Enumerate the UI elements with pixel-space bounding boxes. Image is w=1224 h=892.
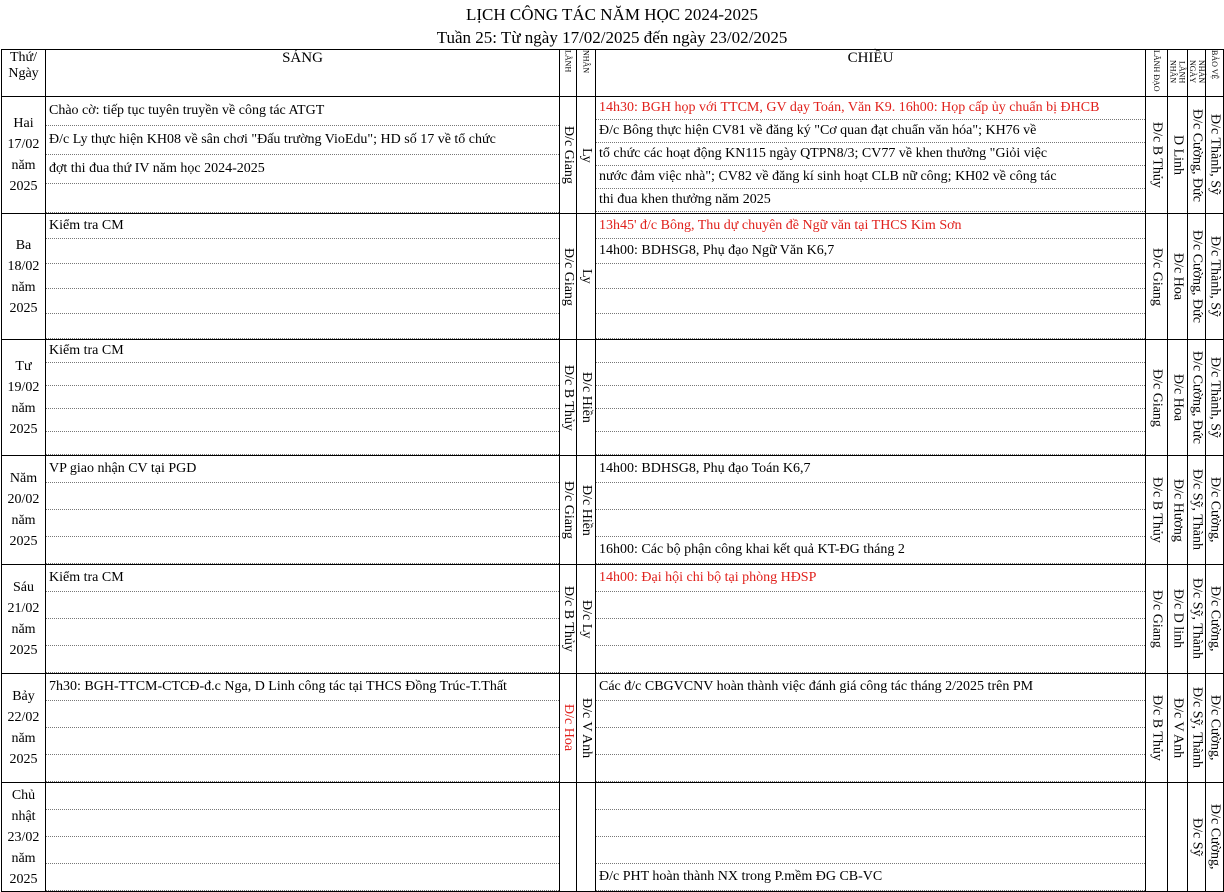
afternoon-cell-line (596, 755, 1145, 782)
leader-morning-cell-text: Đ/c Giang (561, 481, 576, 539)
day-label-line: 2025 (9, 300, 38, 316)
afternoon-cell-line: thi đua khen thưởng năm 2025 (596, 189, 1145, 212)
day-label-line: 2025 (9, 534, 38, 549)
staff-afternoon-cell (1168, 214, 1188, 340)
staff-morning-cell (577, 214, 596, 340)
day-cell (2, 456, 46, 565)
afternoon-cell (596, 214, 1146, 340)
day-label-line: năm (11, 622, 36, 637)
leader-morning-cell-text: Đ/c B Thủy (561, 364, 576, 431)
guard-cell (1206, 97, 1224, 214)
staff-morning-cell (577, 674, 596, 783)
afternoon-cell-line: nước đảm việc nhà"; CV82 về đăng kí sinh hoạt CLB nữ công; KH02 về công tác (596, 166, 1145, 189)
day-label-line: 23/02 (7, 829, 40, 845)
guard-cell-text: Đ/c Cường, (1207, 695, 1223, 761)
morning-cell-line: Đ/c Ly thực hiện KH08 về sân chơi "Đấu trường VioEdu"; HD số 17 về tổ chức (46, 126, 559, 155)
morning-cell-line: Kiểm tra CM (46, 565, 559, 592)
staff-afternoon-cell-text: Đ/c Hoa (1170, 252, 1186, 301)
afternoon-cell (596, 97, 1146, 214)
header-guard: BẢO VỆ (1206, 50, 1224, 97)
day-cell (2, 214, 46, 340)
day-label-line: năm (11, 513, 36, 528)
morning-cell-line (46, 755, 559, 782)
morning-cell-line (46, 432, 559, 455)
day-label-line: Tư (15, 358, 32, 374)
morning-cell-line (46, 184, 559, 213)
afternoon-cell-line (596, 432, 1145, 455)
afternoon-cell-line: 14h30: BGH họp với TTCM, GV dạy Toán, Văn K9. 16h00: Họp cấp ủy chuẩn bị ĐHCB (596, 97, 1145, 120)
morning-cell-line (46, 810, 559, 837)
duty-afternoon-cell (1188, 783, 1206, 892)
staff-morning-cell-text: Đ/c Hiền (579, 484, 594, 536)
guard-cell (1206, 214, 1224, 340)
day-label-line: 2025 (9, 871, 38, 887)
morning-cell (46, 456, 560, 565)
leader-morning-cell-text: Đ/c Giang (561, 247, 576, 306)
duty-afternoon-cell-text: Đ/c Cường, Đức (1189, 351, 1205, 444)
duty-afternoon-cell (1188, 674, 1206, 783)
day-label-line: 22/02 (7, 710, 40, 725)
staff-afternoon-cell (1168, 565, 1188, 674)
staff-afternoon-cell (1168, 456, 1188, 565)
guard-cell-text: Đ/c Cường, (1207, 804, 1223, 870)
leader-afternoon-cell-text: Đ/c B Thủy (1149, 122, 1165, 188)
afternoon-cell-line: 14h00: BDHSG8, Phụ đạo Ngữ Văn K6,7 (596, 239, 1145, 264)
afternoon-cell (596, 456, 1146, 565)
leader-afternoon-cell (1146, 97, 1168, 214)
leader-afternoon-cell (1146, 214, 1168, 340)
guard-cell-text: Đ/c Thành, Sỹ (1207, 114, 1223, 196)
afternoon-cell-line (596, 483, 1145, 510)
afternoon-cell-line: Đ/c PHT hoàn thành NX trong P.mềm ĐG CB-VC (596, 864, 1145, 891)
staff-morning-cell (577, 340, 596, 456)
header-leader-morning: LÃNH (560, 50, 577, 97)
afternoon-cell-line: 13h45' đ/c Bông, Thu dự chuyên đề Ngữ văn tại THCS Kim Sơn (596, 214, 1145, 239)
leader-afternoon-cell-text: Đ/c Giang (1149, 247, 1165, 306)
morning-cell-line (46, 363, 559, 386)
staff-morning-cell (577, 456, 596, 565)
leader-morning-cell (560, 783, 577, 892)
day-row (2, 565, 1224, 674)
duty-afternoon-cell-text: Đ/c Cường, Đức (1189, 230, 1205, 323)
guard-cell (1206, 565, 1224, 674)
staff-afternoon-cell (1168, 783, 1188, 892)
leader-morning-cell (560, 214, 577, 340)
day-label-line: Năm (9, 471, 38, 486)
morning-cell-line (46, 386, 559, 409)
afternoon-cell-line: 14h00: Đại hội chi bộ tại phòng HĐSP (596, 565, 1145, 592)
day-cell (2, 674, 46, 783)
day-label-line: 2025 (9, 643, 38, 658)
morning-cell-line (46, 409, 559, 432)
afternoon-cell (596, 565, 1146, 674)
day-row (2, 674, 1224, 783)
afternoon-cell-line: Đ/c Bông thực hiện CV81 về đăng ký "Cơ quan đạt chuẩn văn hóa"; KH76 về (596, 120, 1145, 143)
morning-cell-line (46, 314, 559, 339)
staff-afternoon-cell (1168, 674, 1188, 783)
guard-cell-text: Đ/c Thành, Sỹ (1207, 235, 1223, 317)
duty-afternoon-cell-text: Đ/c Cường, Đức (1189, 108, 1205, 202)
day-row (2, 340, 1224, 456)
afternoon-cell-line (596, 386, 1145, 409)
duty-afternoon-cell (1188, 456, 1206, 565)
morning-cell-line (46, 783, 559, 810)
morning-cell (46, 565, 560, 674)
staff-morning-cell (577, 565, 596, 674)
day-label-line: 20/02 (7, 492, 40, 507)
day-row (2, 214, 1224, 340)
morning-cell-line (46, 592, 559, 619)
staff-afternoon-cell (1168, 97, 1188, 214)
staff-afternoon-cell-text: D Linh (1170, 134, 1186, 176)
staff-morning-cell-text: Đ/c Hiền (579, 372, 594, 423)
day-label-line: năm (11, 400, 36, 416)
guard-cell (1206, 783, 1224, 892)
duty-afternoon-cell (1188, 340, 1206, 456)
morning-cell-line: VP giao nhận CV tại PGD (46, 456, 559, 483)
afternoon-cell (596, 783, 1146, 892)
afternoon-cell-line (596, 340, 1145, 363)
day-label-line: năm (11, 850, 36, 866)
duty-afternoon-cell-text: Đ/c Sỹ, Thành (1189, 469, 1205, 551)
morning-cell-line (46, 239, 559, 264)
guard-cell-text: Đ/c Thành, Sỹ (1207, 356, 1223, 438)
morning-cell-line: Kiểm tra CM (46, 214, 559, 239)
afternoon-cell-line (596, 701, 1145, 728)
afternoon-cell-line (596, 619, 1145, 646)
morning-cell-line (46, 837, 559, 864)
schedule-table (1, 49, 1224, 892)
staff-morning-cell (577, 97, 596, 214)
guard-cell (1206, 674, 1224, 783)
morning-cell-line: 7h30: BGH-TTCM-CTCĐ-đ.c Nga, D Linh công tác tại THCS Đồng Trúc-T.Thất (46, 674, 559, 701)
staff-morning-cell-text: Ly (579, 147, 594, 163)
page-subtitle: Tuần 25: Từ ngày 17/02/2025 đến ngày 23/02/2025 (436, 28, 788, 47)
day-label-line: 2025 (9, 421, 38, 437)
afternoon-cell (596, 674, 1146, 783)
day-cell (2, 783, 46, 892)
afternoon-cell-line: Các đ/c CBGVCNV hoàn thành việc đánh giá công tác tháng 2/2025 trên PM (596, 674, 1145, 701)
morning-cell-line (46, 264, 559, 289)
afternoon-cell-line (596, 592, 1145, 619)
day-label-line: 19/02 (7, 379, 40, 395)
day-label-line: Ba (15, 237, 32, 253)
morning-cell (46, 340, 560, 456)
leader-afternoon-cell-text: Đ/c B Thủy (1149, 477, 1165, 543)
leader-afternoon-cell (1146, 340, 1168, 456)
day-label-line: 21/02 (7, 601, 40, 616)
afternoon-cell-line (596, 728, 1145, 755)
day-cell (2, 565, 46, 674)
morning-cell (46, 783, 560, 892)
morning-cell-line: Chào cờ: tiếp tục tuyên truyền về công tác ATGT (46, 97, 559, 126)
morning-cell (46, 97, 560, 214)
morning-cell-line (46, 619, 559, 646)
day-label-line: 2025 (9, 752, 38, 767)
staff-afternoon-cell-text: Đ/c Hoa (1170, 373, 1186, 422)
guard-cell-text: Đ/c Cường, (1207, 586, 1223, 652)
afternoon-cell-line (596, 837, 1145, 864)
header-staff-morning: NHÂN (577, 50, 596, 97)
duty-afternoon-cell-text: Đ/c Sỹ, Thành (1189, 578, 1205, 660)
afternoon-cell-line (596, 510, 1145, 537)
morning-cell-line (46, 537, 559, 564)
leader-morning-cell (560, 565, 577, 674)
duty-afternoon-cell (1188, 565, 1206, 674)
day-label-line: năm (11, 731, 36, 746)
leader-morning-cell (560, 456, 577, 565)
staff-afternoon-cell-text: Đ/c D linh (1170, 589, 1186, 649)
staff-morning-cell-text: Đ/c V Anh (579, 697, 594, 759)
guard-cell (1206, 456, 1224, 565)
duty-afternoon-cell (1188, 214, 1206, 340)
morning-cell-line (46, 483, 559, 510)
staff-afternoon-cell-text: Đ/c V Anh (1170, 697, 1186, 759)
day-row (2, 456, 1224, 565)
staff-morning-cell-text: Ly (579, 269, 594, 284)
leader-afternoon-cell-text: Đ/c Giang (1149, 368, 1165, 427)
day-label-line: năm (11, 158, 36, 173)
guard-cell (1206, 340, 1224, 456)
staff-morning-cell (577, 783, 596, 892)
afternoon-cell-line (596, 314, 1145, 339)
day-label-line: Bảy (12, 689, 35, 704)
leader-afternoon-cell (1146, 456, 1168, 565)
day-label-line: Chủ (11, 787, 36, 803)
header-day: Thứ/ Ngày (2, 50, 46, 97)
day-label-line: năm (11, 279, 36, 295)
afternoon-cell-line (596, 646, 1145, 673)
day-label-line: Sáu (13, 580, 34, 595)
afternoon-cell-line: 14h00: BDHSG8, Phụ đạo Toán K6,7 (596, 456, 1145, 483)
guard-cell-text: Đ/c Cường, (1207, 477, 1223, 543)
morning-cell-line (46, 701, 559, 728)
morning-cell (46, 214, 560, 340)
day-label-line: 17/02 (7, 137, 40, 152)
morning-cell-line: Kiểm tra CM (46, 340, 559, 363)
afternoon-cell-line (596, 289, 1145, 314)
morning-cell-line (46, 864, 559, 891)
header-staff-afternoon: LÃNH NHÂN (1168, 50, 1188, 97)
day-label-line: nhật (11, 808, 36, 824)
header-row (2, 50, 1224, 97)
duty-afternoon-cell (1188, 97, 1206, 214)
leader-morning-cell-text: Đ/c B Thủy (561, 586, 576, 652)
day-cell (2, 97, 46, 214)
day-row (2, 97, 1224, 214)
leader-afternoon-cell (1146, 674, 1168, 783)
duty-afternoon-cell-text: Đ/c Sỹ, Thành (1189, 687, 1205, 769)
page-title: LỊCH CÔNG TÁC NĂM HỌC 2024-2025 (466, 5, 758, 24)
leader-afternoon-cell-text: Đ/c Giang (1149, 590, 1165, 648)
afternoon-cell-line: tổ chức các hoạt động KN115 ngày QTPN8/3; CV77 về khen thưởng "Giỏi việc (596, 143, 1145, 166)
staff-afternoon-cell-text: Đ/c Hương (1170, 478, 1186, 542)
header-afternoon: CHIỀU (596, 50, 1146, 97)
header-leader-afternoon: LÃNH ĐẠO (1146, 50, 1168, 97)
day-row (2, 783, 1224, 892)
morning-cell (46, 674, 560, 783)
leader-morning-cell-text: Đ/c Hoa (561, 704, 576, 752)
morning-cell-line (46, 289, 559, 314)
leader-morning-cell-text: Đ/c Giang (561, 126, 576, 184)
staff-morning-cell-text: Đ/c Ly (579, 599, 594, 639)
staff-afternoon-cell (1168, 340, 1188, 456)
header-duty-afternoon: NHÂN NGÀY (1188, 50, 1206, 97)
leader-morning-cell (560, 674, 577, 783)
afternoon-cell-line (596, 264, 1145, 289)
afternoon-cell-line (596, 409, 1145, 432)
morning-cell-line (46, 510, 559, 537)
leader-afternoon-cell (1146, 783, 1168, 892)
afternoon-cell-line: 16h00: Các bộ phận công khai kết quả KT-ĐG tháng 2 (596, 537, 1145, 564)
day-cell (2, 340, 46, 456)
morning-cell-line (46, 646, 559, 673)
afternoon-cell-line (596, 363, 1145, 386)
afternoon-cell-line (596, 783, 1145, 810)
leader-morning-cell (560, 340, 577, 456)
leader-afternoon-cell (1146, 565, 1168, 674)
afternoon-cell (596, 340, 1146, 456)
leader-afternoon-cell-text: Đ/c B Thủy (1149, 695, 1165, 761)
afternoon-cell-line (596, 810, 1145, 837)
morning-cell-line (46, 728, 559, 755)
leader-morning-cell (560, 97, 577, 214)
duty-afternoon-cell-text: Đ/c Sỹ (1189, 817, 1205, 857)
header-morning: SÁNG (46, 50, 560, 97)
day-label-line: 2025 (9, 179, 38, 194)
day-label-line: 18/02 (7, 258, 40, 274)
day-label-line: Hai (13, 116, 34, 131)
morning-cell-line: đợt thi đua thứ IV năm học 2024-2025 (46, 155, 559, 184)
